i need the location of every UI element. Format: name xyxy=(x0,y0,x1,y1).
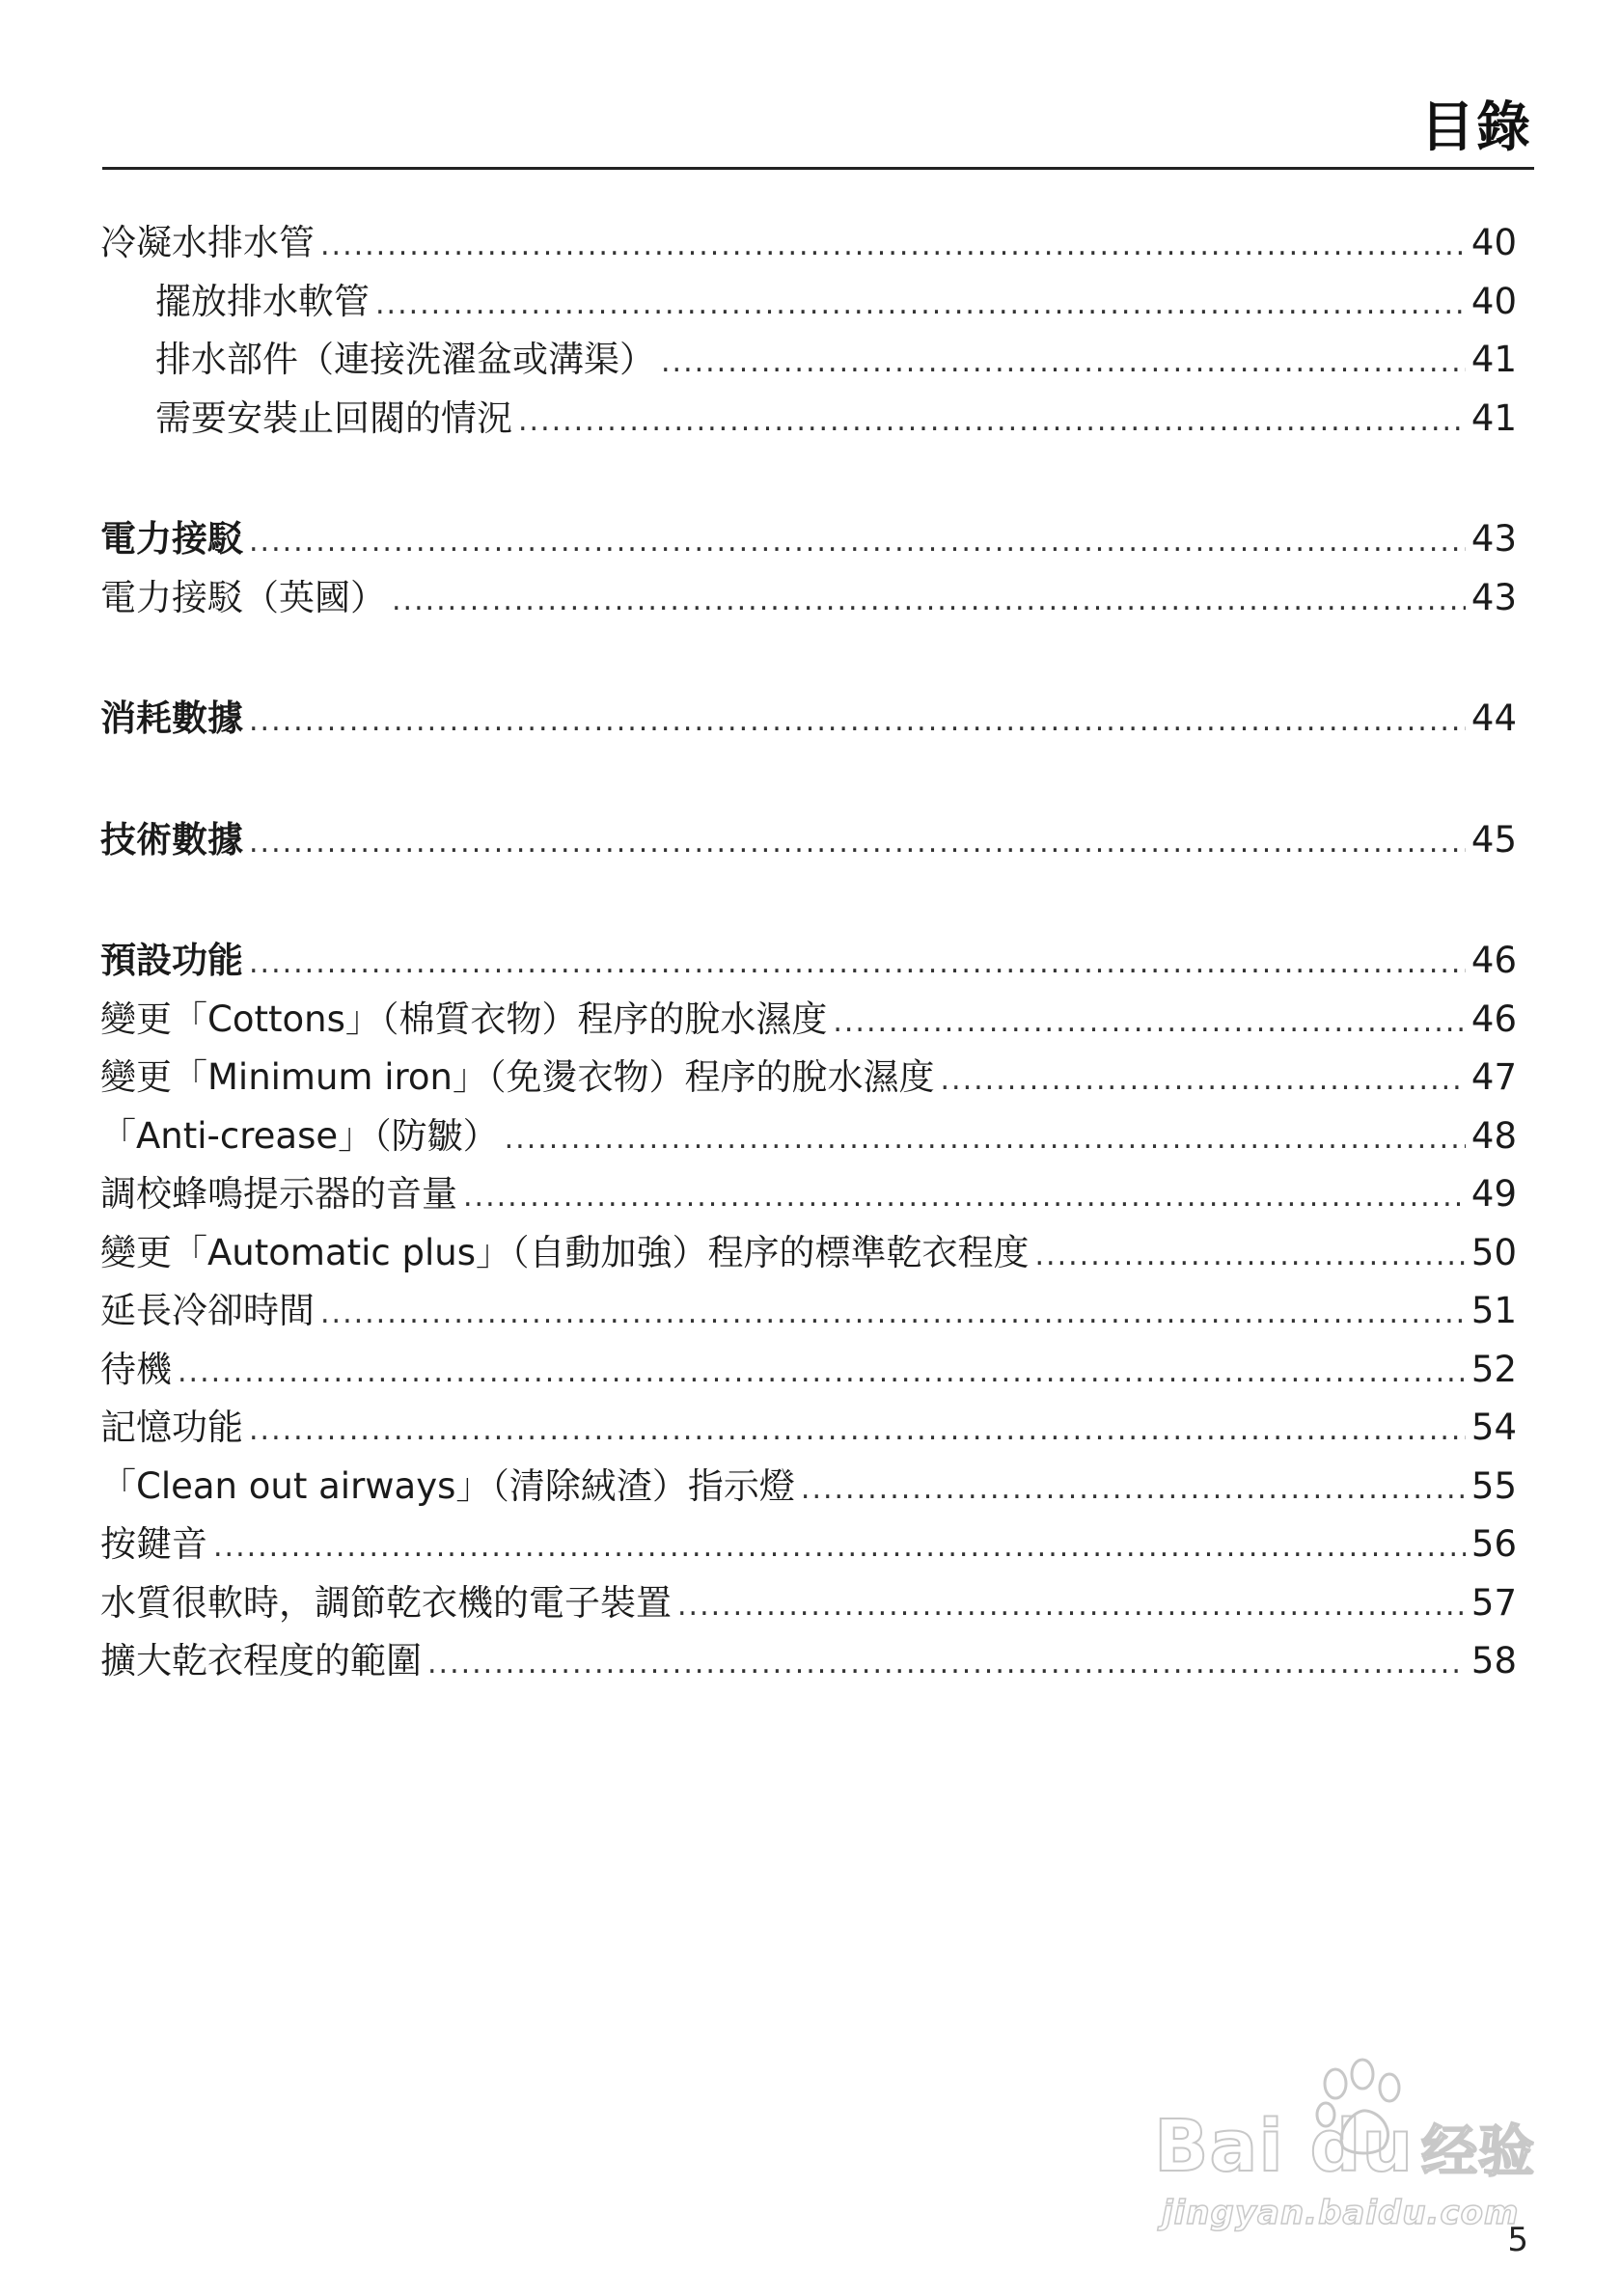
toc-entry-label: 記憶功能 xyxy=(100,1407,243,1448)
toc-dot-leader xyxy=(320,217,1466,276)
toc-entry-label: 變更「Automatic plus」（自動加強）程序的標準乾衣程度 xyxy=(100,1231,1030,1273)
toc-entry xyxy=(100,1399,1517,1458)
toc-dot-leader xyxy=(801,1461,1466,1519)
toc-entry-label: 需要安裝止回閥的情況 xyxy=(155,396,512,439)
toc-entry-label: 待機 xyxy=(100,1348,172,1390)
table-of-contents xyxy=(100,214,1517,1754)
toc-dot-leader xyxy=(661,334,1466,393)
toc-entry-page: 50 xyxy=(1470,1231,1517,1273)
toc-entry xyxy=(100,1282,1517,1341)
toc-entry xyxy=(100,1458,1517,1517)
toc-entry xyxy=(100,1224,1517,1283)
toc-dot-leader xyxy=(941,1052,1466,1110)
toc-entry-page: 52 xyxy=(1470,1348,1517,1390)
toc-entry-page: 43 xyxy=(1470,518,1517,560)
page-number: 5 xyxy=(1507,2221,1528,2259)
toc-entry xyxy=(100,991,1517,1050)
toc-entry xyxy=(100,1049,1517,1107)
watermark-url: jingyan.baidu.com xyxy=(1162,2194,1520,2232)
toc-entry-page: 40 xyxy=(1470,222,1517,263)
toc-section xyxy=(100,932,1517,1691)
toc-entry-page: 54 xyxy=(1470,1407,1517,1448)
page-title: 目錄 xyxy=(1420,96,1532,159)
toc-entry-label: 變更「Minimum iron」（免燙衣物）程序的脫水濕度 xyxy=(100,1056,935,1098)
toc-dot-leader xyxy=(375,276,1466,335)
toc-entry-label: 「Clean out airways」（清除絨渣）指示燈 xyxy=(100,1464,795,1507)
toc-entry-label: 調校蜂鳴提示器的音量 xyxy=(100,1173,457,1215)
toc-entry-label: 水質很軟時，調節乾衣機的電子裝置 xyxy=(100,1581,672,1624)
toc-dot-leader xyxy=(463,1168,1466,1227)
watermark-brand-latin: Bai du xyxy=(1154,2105,1415,2188)
toc-entry-label: 擴大乾衣程度的範圍 xyxy=(100,1640,422,1681)
toc-entry xyxy=(100,331,1517,390)
toc-entry-page: 48 xyxy=(1470,1114,1517,1157)
toc-entry-page: 40 xyxy=(1470,280,1517,322)
toc-entry-page: 58 xyxy=(1470,1640,1517,1681)
toc-entry-page: 55 xyxy=(1470,1464,1517,1507)
toc-dot-leader xyxy=(518,393,1466,451)
toc-entry xyxy=(100,690,1517,749)
toc-entry xyxy=(100,932,1517,991)
watermark-brand-cn: 经验 xyxy=(1421,2118,1536,2184)
toc-entry-page: 46 xyxy=(1470,998,1517,1040)
toc-entry-label: 電力接駁（英國） xyxy=(100,576,386,618)
toc-entry xyxy=(100,1107,1517,1166)
toc-entry-page: 47 xyxy=(1470,1056,1517,1098)
toc-entry-page: 41 xyxy=(1470,339,1517,380)
toc-entry-page: 51 xyxy=(1470,1290,1517,1331)
toc-entry-page: 43 xyxy=(1470,576,1517,618)
toc-entry-page: 49 xyxy=(1470,1173,1517,1215)
toc-dot-leader xyxy=(1035,1227,1466,1286)
toc-dot-leader xyxy=(249,935,1466,994)
toc-entry-label: 擺放排水軟管 xyxy=(155,280,370,322)
toc-entry-page: 44 xyxy=(1470,697,1517,739)
toc-entry xyxy=(100,569,1517,628)
toc-entry xyxy=(100,1574,1517,1633)
toc-dot-leader xyxy=(505,1110,1466,1169)
toc-entry xyxy=(100,1165,1517,1224)
toc-dot-leader xyxy=(392,572,1466,631)
watermark-brand xyxy=(1154,2105,1535,2188)
toc-entry-page: 41 xyxy=(1470,396,1517,439)
toc-entry-label: 消耗數據 xyxy=(100,697,243,739)
toc-entry-label: 延長冷卻時間 xyxy=(100,1290,315,1331)
toc-section xyxy=(100,690,1517,749)
toc-entry-page: 56 xyxy=(1470,1523,1517,1565)
toc-entry-label: 預設功能 xyxy=(100,940,243,981)
toc-dot-leader xyxy=(833,994,1466,1052)
toc-entry-label: 技術數據 xyxy=(100,818,243,861)
toc-entry xyxy=(100,811,1517,870)
toc-entry xyxy=(100,214,1517,273)
toc-dot-leader xyxy=(677,1577,1466,1636)
toc-entry-label: 按鍵音 xyxy=(100,1523,207,1565)
toc-entry-label: 排水部件（連接洗濯盆或溝渠） xyxy=(155,339,655,380)
toc-dot-leader xyxy=(320,1285,1466,1344)
toc-dot-leader xyxy=(178,1344,1466,1403)
toc-entry-page: 57 xyxy=(1470,1581,1517,1624)
toc-entry xyxy=(100,1632,1517,1691)
baidu-jingyan-watermark xyxy=(1154,2055,1540,2238)
title-divider xyxy=(102,167,1534,170)
toc-entry-label: 「Anti-crease」（防皺） xyxy=(100,1114,499,1157)
toc-dot-leader xyxy=(427,1635,1466,1694)
toc-entry xyxy=(100,1341,1517,1400)
toc-entry xyxy=(100,273,1517,332)
toc-dot-leader xyxy=(249,693,1466,752)
toc-entry xyxy=(100,1516,1517,1574)
toc-section xyxy=(100,214,1517,448)
toc-entry-label: 電力接駁 xyxy=(100,518,243,560)
toc-dot-leader xyxy=(213,1518,1466,1577)
toc-dot-leader xyxy=(249,814,1466,873)
toc-entry-label: 冷凝水排水管 xyxy=(100,222,315,263)
toc-entry xyxy=(100,510,1517,569)
toc-entry-page: 45 xyxy=(1470,818,1517,861)
toc-section xyxy=(100,510,1517,627)
toc-dot-leader xyxy=(249,513,1466,572)
toc-entry-page: 46 xyxy=(1470,940,1517,981)
toc-section xyxy=(100,811,1517,870)
toc-entry xyxy=(100,390,1517,449)
toc-entry-label: 變更「Cottons」（棉質衣物）程序的脫水濕度 xyxy=(100,998,828,1040)
toc-dot-leader xyxy=(249,1402,1466,1461)
